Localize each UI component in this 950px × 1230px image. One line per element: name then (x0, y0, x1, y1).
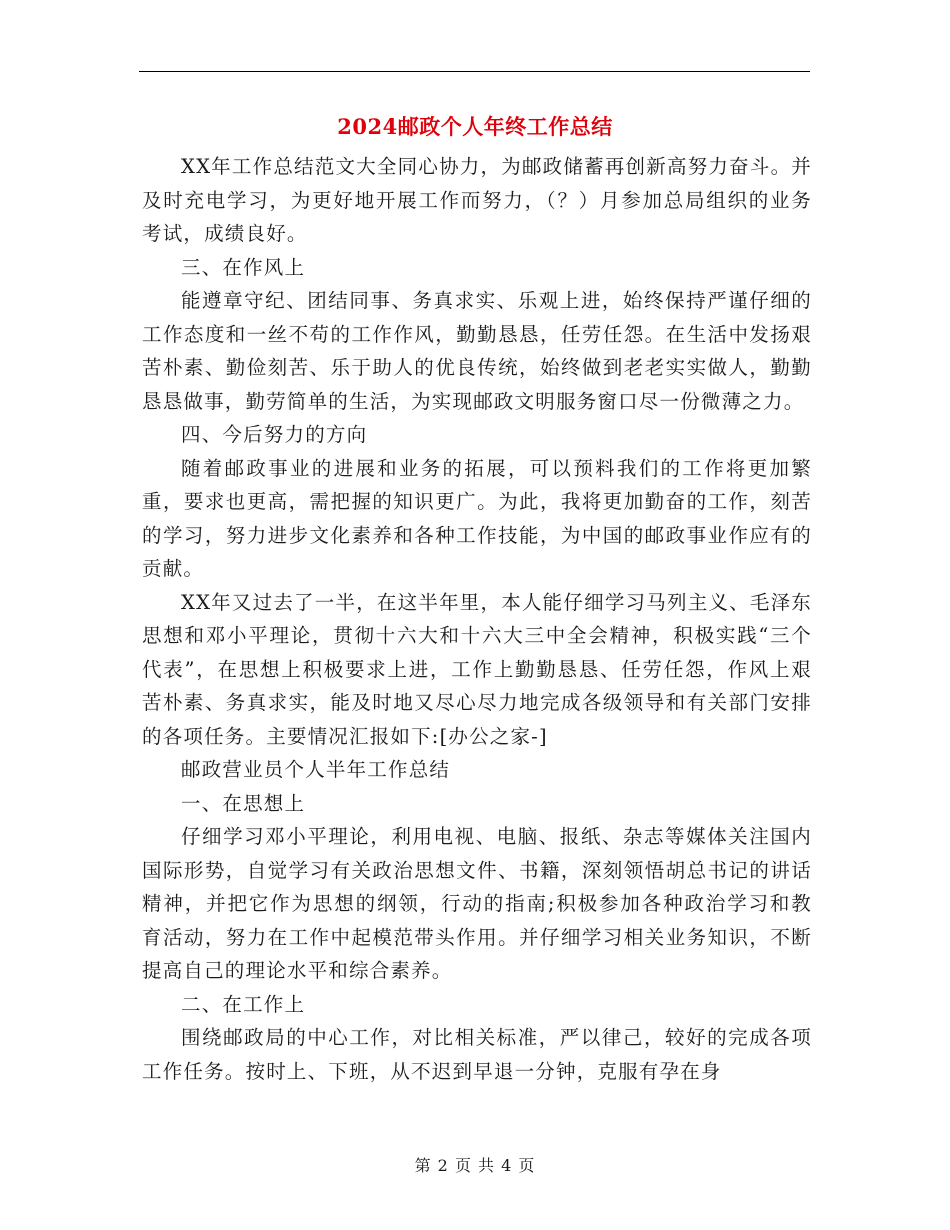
document-body (142, 150, 812, 1088)
paragraph: XX年又过去了一半，在这半年里，本人能仔细学习马列主义、毛泽东思想和邓小平理论，贯彻十六大和十六大三中全会精神，积极实践“三个代表”，在思想上积极要求上进，工作上勤勤恳恳、任劳任怨，作风上艰苦朴素、务真求实，能及时地又尽心尽力地完成各级领导和有关部门安排的各项任务。主要情况汇报如下:[办公之家-] (142, 590, 812, 748)
page-footer: 第 2 页 共 4 页 (414, 1156, 536, 1175)
paragraph: 围绕邮政局的中心工作，对比相关标准，严以律己，较好的完成各项工作任务。按时上、下班，从不迟到早退一分钟，克服有孕在身 (142, 1026, 812, 1083)
paragraph: 能遵章守纪、团结同事、务真求实、乐观上进，始终保持严谨仔细的工作态度和一丝不苟的工作作风，勤勤恳恳，任劳任怨。在生活中发扬艰苦朴素、勤俭刻苦、乐于助人的优良传统，始终做到老老实实做人，勤勤恳恳做事，勤劳简单的生活，为实现邮政文明服务窗口尽一份微薄之力。 (142, 289, 812, 413)
paragraph: XX年工作总结范文大全同心协力，为邮政储蓄再创新高努力奋斗。并及时充电学习，为更好地开展工作而努力，（？）月参加总局组织的业务考试，成绩良好。 (142, 155, 812, 245)
section-heading: 邮政营业员个人半年工作总结 (181, 758, 451, 781)
document-title: 2024邮政个人年终工作总结 (337, 114, 613, 139)
paragraph: 仔细学习邓小平理论，利用电视、电脑、报纸、杂志等媒体关注国内国际形势，自觉学习有关政治思想文件、书籍，深刻领悟胡总书记的讲话精神，并把它作为思想的纲领，行动的指南;积极参加各种政治学习和教育活动，努力在工作中起模范带头作用。并仔细学习相关业务知识，不断提高自己的理论水平和综合素养。 (142, 825, 812, 982)
paragraph: 随着邮政事业的进展和业务的拓展，可以预料我们的工作将更加繁重，要求也更高，需把握的知识更广。为此，我将更加勤奋的工作，刻苦的学习，努力进步文化素养和各种工作技能，为中国的邮政事业作应有的贡献。 (142, 456, 812, 580)
header-rule (139, 71, 810, 72)
section-heading: 四、今后努力的方向 (181, 423, 368, 446)
section-heading: 三、在作风上 (181, 255, 306, 279)
section-heading: 一、在思想上 (181, 791, 306, 815)
section-heading: 二、在工作上 (181, 992, 306, 1016)
